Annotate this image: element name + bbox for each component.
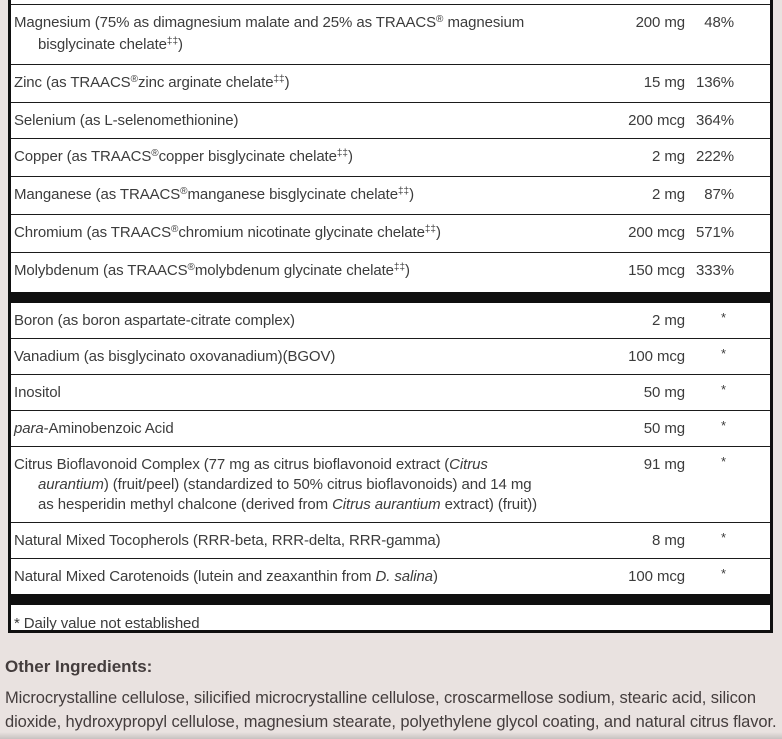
name-text: Vanadium (as bisglycinato oxovanadium)(BGOV) xyxy=(14,348,336,365)
section-divider xyxy=(11,292,770,303)
name-text: chromium nicotinate glycinate chelate xyxy=(178,224,425,241)
dv-not-established-star: * xyxy=(721,382,726,397)
name-text: ) xyxy=(432,568,438,585)
supplement-facts-panel xyxy=(8,0,773,633)
superscript-mark: ‡‡ xyxy=(424,224,436,235)
ingredient-daily-value xyxy=(685,455,734,475)
ingredient-amount: 150 mcg xyxy=(628,262,685,279)
name-text: Selenium (as L-selenomethionine) xyxy=(14,112,239,129)
name-text: magnesium bisglycinate chelate xyxy=(38,14,525,53)
ingredient-row xyxy=(11,138,770,176)
ingredient-table xyxy=(11,4,770,633)
superscript-mark: ‡‡ xyxy=(393,262,406,273)
ingredient-daily-value xyxy=(685,419,734,439)
superscript-mark: ‡‡ xyxy=(336,148,348,159)
ingredient-name xyxy=(14,223,565,245)
ingredient-amount: 200 mcg xyxy=(628,112,685,129)
name-text: ) xyxy=(409,186,415,203)
ingredient-daily-value: 333% xyxy=(696,262,734,279)
ingredient-row xyxy=(11,252,770,292)
ingredient-daily-value: 222% xyxy=(696,148,734,165)
ingredient-daily-value: 571% xyxy=(696,224,734,241)
ingredient-daily-value xyxy=(685,567,734,587)
dv-not-established-star: * xyxy=(721,454,726,469)
ingredient-amount: 50 mg xyxy=(643,420,685,437)
ingredient-amount: 50 mg xyxy=(643,384,685,401)
name-text: Citrus aurantium xyxy=(332,496,441,513)
ingredient-row xyxy=(11,558,770,594)
ingredient-daily-value xyxy=(685,347,734,367)
ingredient-row xyxy=(11,303,770,338)
name-text: zinc arginate chelate xyxy=(137,74,274,91)
name-text: Inositol xyxy=(14,384,61,401)
ingredient-row xyxy=(11,338,770,374)
ingredient-name xyxy=(14,567,565,587)
superscript-mark: ® xyxy=(130,74,138,85)
name-text: ) xyxy=(178,36,183,53)
name-text: extract) (fruit)) xyxy=(440,496,538,513)
ingredient-row xyxy=(11,64,770,102)
ingredient-amount: 2 mg xyxy=(652,312,685,329)
ingredient-name xyxy=(14,383,565,403)
ingredient-name xyxy=(14,13,565,57)
ingredient-name xyxy=(14,347,565,367)
ingredient-daily-value xyxy=(685,531,734,551)
ingredient-row xyxy=(11,4,770,64)
superscript-mark: ® xyxy=(436,14,444,25)
name-text: para xyxy=(14,420,44,437)
ingredient-name xyxy=(14,455,565,515)
name-text: ) xyxy=(405,262,410,279)
ingredient-amount: 8 mg xyxy=(652,532,685,549)
name-text: Citrus Bioflavonoid Complex (77 mg as citrus bioflavonoid extract ( xyxy=(14,456,450,473)
name-text: molybdenum glycinate chelate xyxy=(194,262,394,279)
name-text: Copper (as TRAACS xyxy=(14,148,152,165)
name-text: ) (fruit/peel) (standardized to 50% citrus bioflavonoids) and 14 mg as hesperidin methyl chalcone (derived from xyxy=(38,476,532,513)
name-text: Citrus aurantium xyxy=(38,456,488,493)
dv-not-established-star: * xyxy=(721,566,726,581)
dv-not-established-star: * xyxy=(721,530,726,545)
superscript-mark: ‡‡ xyxy=(273,74,285,85)
name-text: Manganese (as TRAACS xyxy=(14,186,181,203)
name-text: Chromium (as TRAACS xyxy=(14,224,172,241)
name-text: manganese bisglycinate chelate xyxy=(187,186,398,203)
name-text: Magnesium (75% as dimagnesium malate and 25% as TRAACS xyxy=(14,14,437,31)
ingredient-name xyxy=(14,73,565,95)
ingredient-row xyxy=(11,176,770,214)
ingredient-name xyxy=(14,311,565,331)
ingredient-daily-value: 48% xyxy=(704,14,734,31)
ingredient-amount: 200 mcg xyxy=(628,224,685,241)
ingredient-name xyxy=(14,111,565,131)
superscript-mark: ‡‡ xyxy=(166,36,179,47)
ingredient-amount: 2 mg xyxy=(652,186,685,203)
superscript-mark: ® xyxy=(180,186,188,197)
ingredient-name xyxy=(14,147,565,169)
section-divider xyxy=(11,594,770,605)
ingredient-name xyxy=(14,531,565,551)
daily-value-footnote: * Daily value not established xyxy=(14,615,200,632)
ingredient-amount: 15 mg xyxy=(643,74,685,91)
superscript-mark: ‡‡ xyxy=(398,186,410,197)
ingredient-daily-value xyxy=(685,383,734,403)
ingredient-name xyxy=(14,261,565,283)
ingredient-daily-value: 364% xyxy=(696,112,734,129)
name-text: copper bisglycinate chelate xyxy=(158,148,337,165)
name-text: D. salina xyxy=(375,568,433,585)
dv-not-established-star: * xyxy=(721,418,726,433)
name-text: Zinc (as TRAACS xyxy=(14,74,131,91)
ingredient-amount: 91 mg xyxy=(643,456,685,473)
dv-not-established-star: * xyxy=(721,310,726,325)
ingredient-row xyxy=(11,214,770,252)
superscript-mark: ® xyxy=(187,262,195,273)
superscript-mark: ® xyxy=(151,148,159,159)
ingredient-row xyxy=(11,522,770,558)
ingredient-daily-value: 136% xyxy=(696,74,734,91)
other-ingredients-section xyxy=(5,656,777,734)
name-text: ) xyxy=(435,224,441,241)
ingredient-row xyxy=(11,410,770,446)
name-text: Natural Mixed Carotenoids (lutein and zeaxanthin from xyxy=(14,568,376,585)
other-ingredients-heading: Other Ingredients: xyxy=(5,657,153,676)
ingredient-amount: 2 mg xyxy=(652,148,685,165)
name-text: Natural Mixed Tocopherols (RRR-beta, RRR-delta, RRR-gamma) xyxy=(14,532,441,549)
name-text: Boron (as boron aspartate-citrate complex) xyxy=(14,312,295,329)
ingredient-daily-value: 87% xyxy=(704,186,734,203)
name-text: ) xyxy=(284,74,290,91)
ingredient-name xyxy=(14,419,565,439)
ingredient-row xyxy=(11,446,770,522)
ingredient-row xyxy=(11,374,770,410)
superscript-mark: ® xyxy=(171,224,179,235)
name-text: -Aminobenzoic Acid xyxy=(43,420,174,437)
ingredient-amount: 200 mg xyxy=(635,14,685,31)
ingredient-row xyxy=(11,102,770,138)
ingredient-amount: 100 mcg xyxy=(628,348,685,365)
ingredient-name xyxy=(14,185,565,207)
ingredient-daily-value xyxy=(685,311,734,331)
name-text: ) xyxy=(348,148,353,165)
ingredient-amount: 100 mcg xyxy=(628,568,685,585)
bottom-shadow xyxy=(0,732,782,739)
dv-not-established-star: * xyxy=(721,346,726,361)
name-text: Molybdenum (as TRAACS xyxy=(14,262,188,279)
other-ingredients-text: Microcrystalline cellulose, silicified microcrystalline cellulose, croscarmellose sodium, stearic acid, silicon dioxide, hydroxypropyl cellulose, magnesium stearate, polyethylene glycol coating, and natural citrus flavor. xyxy=(5,689,777,731)
